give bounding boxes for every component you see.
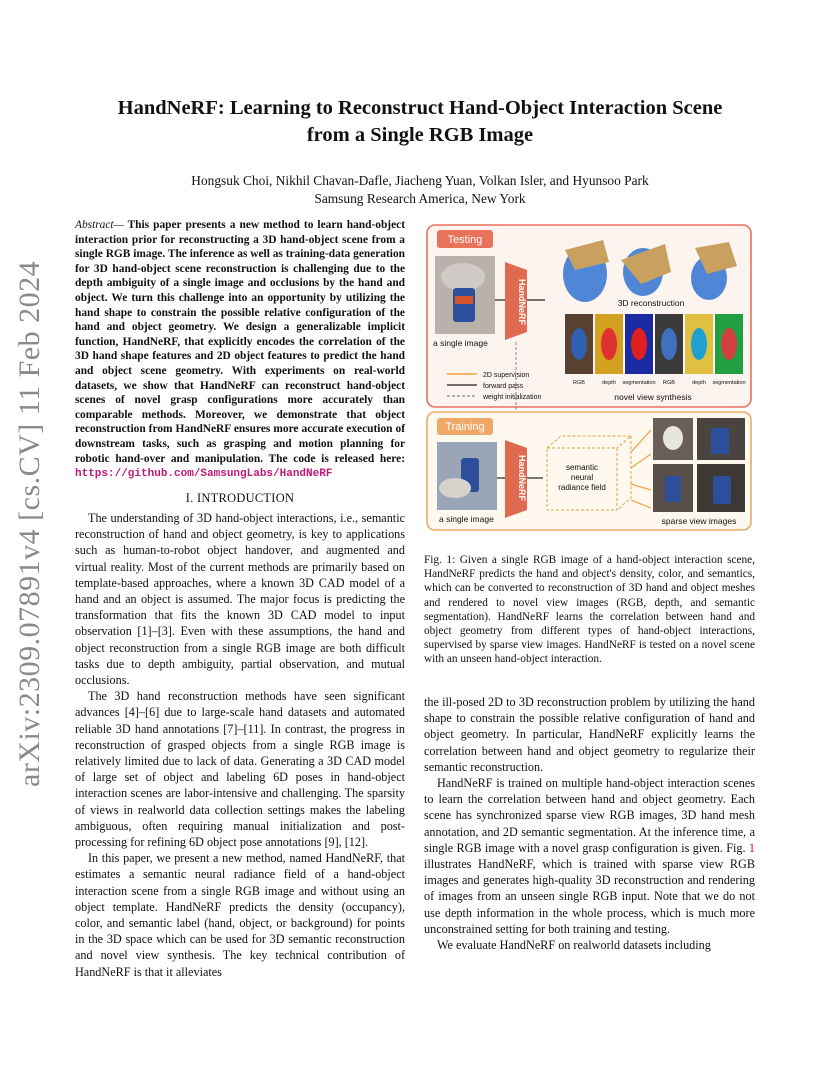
legend-forward: forward pass (483, 383, 524, 390)
view-label-4: depth (692, 380, 706, 386)
testing-network-label: HandNeRF (517, 278, 527, 326)
sparse-view-images (653, 418, 745, 512)
authors: Hongsuk Choi, Nikhil Chavan-Dafle, Jiacheng Yuan, Volkan Isler, and Hyunsoo Park (191, 173, 649, 188)
field-label-1: semantic (565, 463, 599, 472)
figure-ref-link[interactable]: 1 (748, 840, 755, 855)
author-block (80, 172, 760, 208)
paper-title (80, 95, 760, 149)
view-label-1: depth (602, 380, 616, 386)
training-network-label: HandNeRF (517, 454, 527, 502)
testing-label: Testing (447, 234, 483, 246)
code-link[interactable]: https://github.com/SamsungLabs/HandNeRF (75, 468, 333, 481)
left-column (75, 218, 405, 980)
intro-paragraph-3: In this paper, we present a new method, named HandNeRF, that estimates a semantic neural radiance field of a hand-object interaction scene from a single RGB image and without using an object template. HandNeRF predicts the density (occupancy), color, and semantic label (hand, object, or background) for points in the 3D space which can be used for 3D semantic reconstruction and novel view synthesis. The key technical contribution of HandNeRF is that it alleviates (75, 851, 405, 979)
training-input-caption: a single image (439, 514, 494, 524)
right-paragraph-2b: illustrates HandNeRF, which is trained with sparse view RGB images and generates high-quality 3D reconstruction and rendering of images from an unseen single RGB input. Note that we do not use depth information in the whole process, which is much more unconstrained setting for both training and testing. (424, 857, 755, 936)
arxiv-stamp-text: arXiv:2309.07891v4 [cs.CV] 11 Feb 2024 (13, 260, 46, 787)
affiliation: Samsung Research America, New York (314, 191, 526, 206)
right-paragraph-2 (424, 775, 755, 937)
abstract-lead: Abstract— (75, 219, 124, 231)
view-label-2: segmentation (622, 380, 656, 386)
right-paragraph-3: We evaluate HandNeRF on realworld datasets including (437, 938, 711, 953)
field-label-3: radiance field (558, 483, 606, 492)
title-line-1: HandNeRF: Learning to Reconstruct Hand-Object Interaction Scene (117, 97, 723, 119)
caption-label: Fig. 1: (424, 554, 456, 566)
right-paragraph-2a: HandNeRF is trained on multiple hand-object interaction scenes to learn the correlation between hand and object geometry. Each scene has synchronized sparse view RGB images, 3D hand mesh annotation, and 2D semantic segmentation. At the inference time, a single RGB image with a novel grasp configuration is given. Fig. (424, 776, 755, 855)
view-label-0: RGB (573, 380, 585, 386)
abstract (75, 218, 405, 482)
abstract-body: This paper presents a new method to learn hand-object interaction prior for reconstructing a 3D hand-object scene from a single RGB image. The inference as well as training-data generation for 3D hand-object scene reconstruction is challenging due to the depth ambiguity of a single image and occlusions by the hand and object. We turn this challenge into an opportunity by utilizing the hand shape to constrain the possible relative configuration of the hand and object geometry. We design a generalizable implicit function, HandNeRF, that explicitly encodes the correlation of the 3D hand shape features and 2D object features to predict the hand and object scene geometry. With experiments on real-world datasets, we show that HandNeRF can reconstruct hand-object scenes of novel grasp configurations more accurately than comparable methods. Moreover, we demonstrate that object reconstruction from HandNeRF ensures more accurate execution of downstream tasks, such as grasping and motion planning for robotic hand-over and manipulation. The code is released here: (75, 219, 405, 465)
right-paragraph-1: the ill-posed 2D to 3D reconstruction problem by utilizing the hand shape to constrain the possible relative configuration of hand and object geometry. In particular, HandNeRF explicitly learns the correlation between hand and object geometry to regularize their semantic reconstruction. (424, 695, 755, 774)
sparse-label: sparse view images (661, 516, 737, 526)
legend-supervision: 2D supervision (483, 372, 530, 379)
intro-paragraph-2: The 3D hand reconstruction methods have seen significant advances [4]–[6] due to large-scale hand datasets and automated reliable 3D hand annotations [7]–[11]. In contrast, the progress in reconstruction of grasped objects from a single RGB image is relatively limited due to lack of data. Generating a 3D CAD model of large set of object and labeling 6D poses in hand-object interaction scenes are labor-intensive and challenging. The sparsity of views in realworld data collection settings makes the labeling ambiguous, often requiring manual initialization and post-processing for refining 6D object pose annotations [9], [12]. (75, 689, 405, 849)
caption-body: Given a single RGB image of a hand-object interaction scene, HandNeRF predicts the hand and object's density, color, and semantics, which can be converted to reconstruction of 3D hand and object meshes and rendered to novel view images (RGB, depth, and semantic segmentation). HandNeRF learns the correlation between hand and object geometry from different types of hand-object interactions, supervised by sparse view images. HandNeRF is tested on a novel scene with an unseen hand-object interaction. (424, 554, 755, 666)
arxiv-stamp (10, 260, 50, 787)
intro-paragraph-1: The understanding of 3D hand-object interactions, i.e., semantic reconstruction of hand and object geometry, is key to applications such as human-to-robot object handover, and augmented and virtual reality. Most of the current methods are primarily based on template-based approaches, where a known 3D CAD model of a hand and an object is assumed. The major focus is predicting the transformation that fits the known 3D CAD model to input observation [1]–[3]. Even with these assumptions, the hand and object reconstruction from a single RGB image are both difficult tasks due to depth ambiguity, partial observation, and mutual occlusions. (75, 510, 405, 687)
figure-1 (425, 222, 755, 532)
testing-input-caption: a single image (433, 338, 488, 348)
view-label-5: segmentation (712, 380, 746, 386)
title-line-2: from a Single RGB Image (306, 124, 534, 146)
view-label-3: RGB (663, 380, 675, 386)
reconstruction-label: 3D reconstruction (617, 298, 685, 308)
section-heading-introduction: I. INTRODUCTION (185, 490, 295, 505)
training-label: Training (445, 421, 485, 433)
legend-init: weight initialization (483, 394, 542, 401)
right-column-text (424, 694, 755, 953)
field-label-2: neural (570, 473, 594, 482)
figure-caption (424, 553, 755, 667)
novel-view-label: novel view synthesis (614, 392, 692, 402)
